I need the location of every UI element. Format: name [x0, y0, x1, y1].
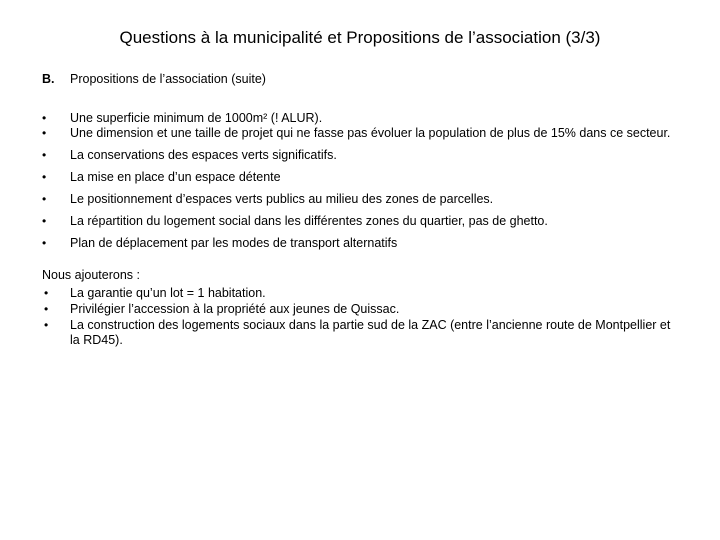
list-item — [42, 318, 682, 348]
list-item-text: Une dimension et une taille de projet qui ne fasse pas évoluer la population de plus de 15% dans ce secteur. — [70, 126, 671, 140]
bullet-icon: • — [42, 236, 47, 250]
list-item-text: La conservations des espaces verts significatifs. — [70, 148, 337, 162]
list-item — [42, 286, 682, 301]
list-item-text: La répartition du logement social dans les différentes zones du quartier, pas de ghetto. — [70, 214, 548, 228]
list-item-text: Plan de déplacement par les modes de transport alternatifs — [70, 236, 398, 250]
list-item — [42, 192, 692, 207]
bullet-icon: • — [42, 170, 47, 184]
bullet-icon: • — [42, 214, 47, 228]
bullet-icon: • — [42, 126, 47, 140]
list-item — [42, 302, 682, 317]
list-item — [42, 126, 692, 141]
list-item-text: Privilégier l’accession à la propriété aux jeunes de Quissac. — [70, 302, 400, 316]
list-item-text: Le positionnement d’espaces verts publics au milieu des zones de parcelles. — [70, 192, 494, 206]
list-item — [42, 148, 692, 163]
bullet-icon: • — [42, 148, 47, 162]
list-item — [42, 170, 692, 185]
additions-intro: Nous ajouterons : — [42, 268, 140, 282]
list-item-text: La construction des logements sociaux dans la partie sud de la ZAC (entre l’ancienne route de Montpellier et la RD45). — [70, 318, 671, 347]
list-item-text: La mise en place d’un espace détente — [70, 170, 281, 184]
additions-list — [42, 286, 682, 349]
section-heading — [42, 72, 266, 86]
bullet-icon: • — [44, 286, 49, 300]
list-item — [42, 214, 692, 229]
section-letter: B. — [42, 72, 55, 86]
list-item-text: Une superficie minimum de 1000m² (! ALUR). — [70, 111, 323, 125]
section-heading-text: Propositions de l’association (suite) — [70, 72, 266, 86]
page-title: Questions à la municipalité et Propositions de l’association (3/3) — [119, 28, 601, 47]
bullet-icon: • — [44, 318, 49, 332]
bullet-icon: • — [42, 111, 47, 125]
bullet-icon: • — [42, 192, 47, 206]
bullet-icon: • — [44, 302, 49, 316]
list-item — [42, 236, 692, 251]
list-item-text: La garantie qu’un lot = 1 habitation. — [70, 286, 266, 300]
propositions-list — [42, 111, 692, 251]
list-item — [42, 111, 692, 126]
